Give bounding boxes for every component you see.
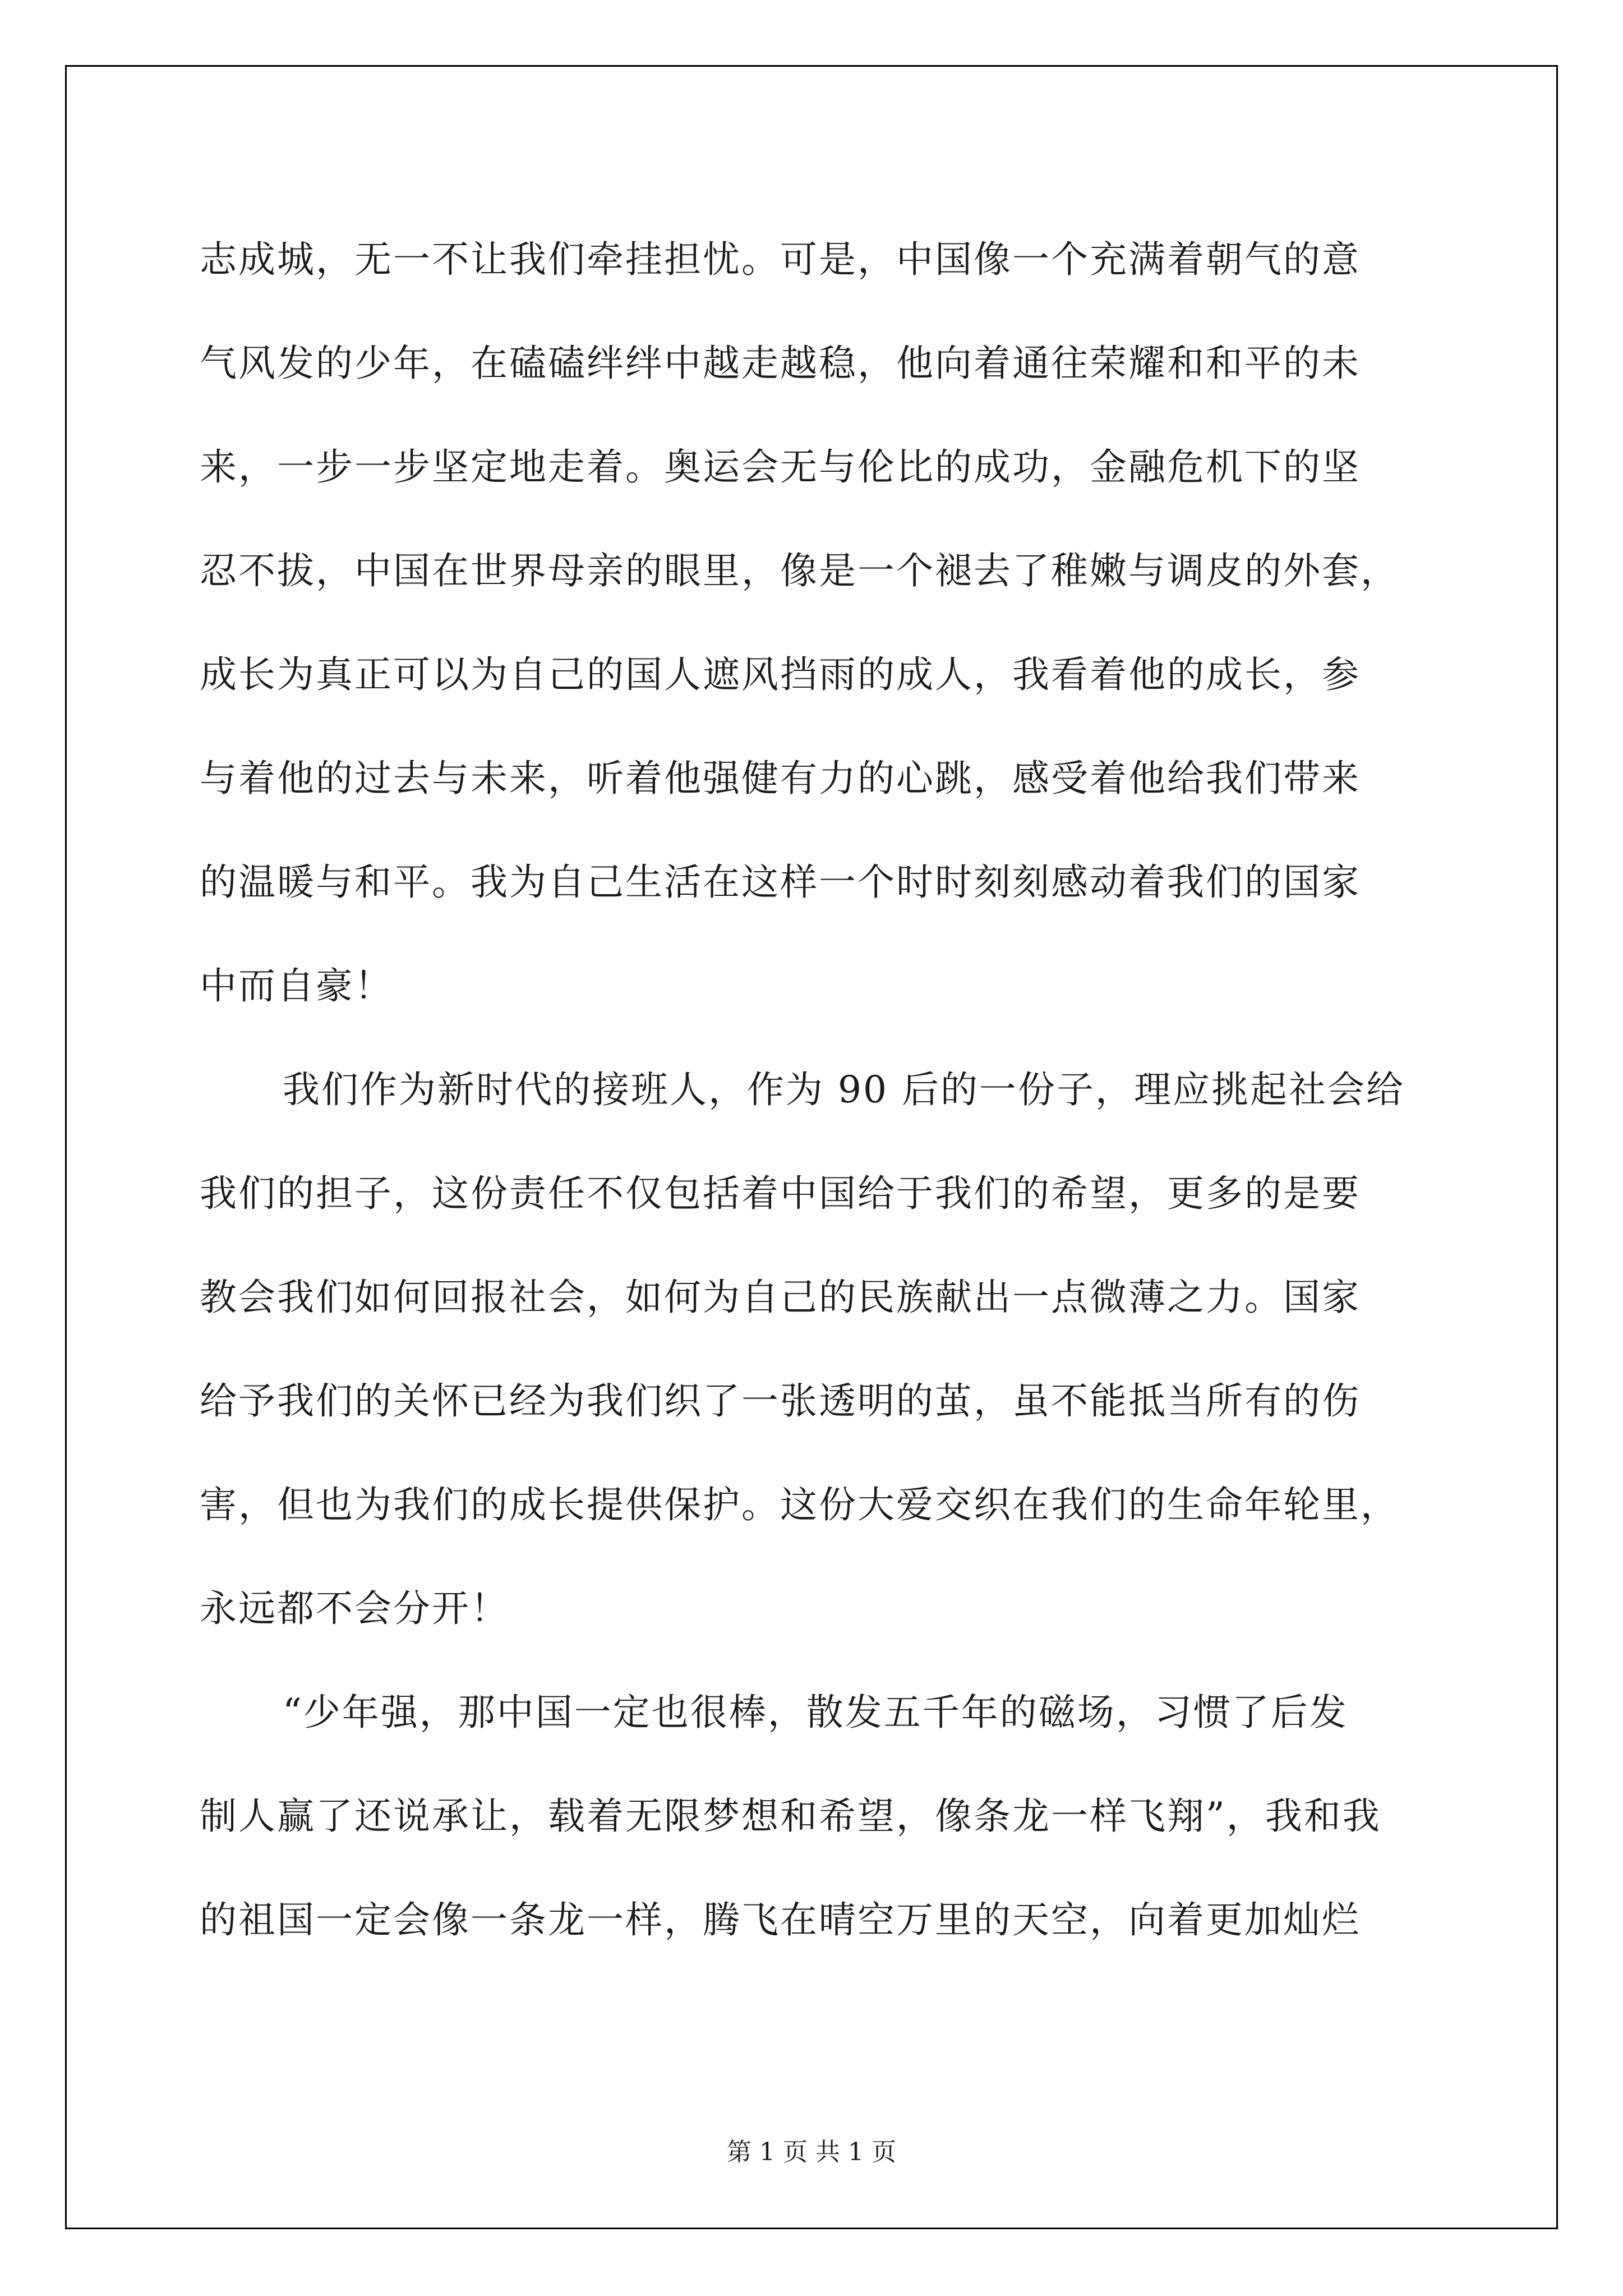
text-line: 志成城，无一不让我们牵挂担忧。可是，中国像一个充满着朝气的意 [200,238,1361,281]
text-line: 教会我们如何回报社会，如何为自己的民族献出一点微薄之力。国家 [200,1276,1361,1319]
text-line: 的温暖与和平。我为自己生活在这样一个时时刻刻感动着我们的国家 [200,861,1361,904]
page-footer [0,2132,1623,2168]
paragraph-3 [200,1660,1450,1972]
text-line: 忍不拔，中国在世界母亲的眼里，像是一个褪去了稚嫩与调皮的外套， [200,549,1399,592]
text-line: 我们作为新时代的接班人，作为 90 后的一份子，理应挑起社会给 [283,1068,1405,1111]
text-line: 成长为真正可以为自己的国人遮风挡雨的成人，我看着他的成长，参 [200,653,1361,696]
text-line: 给予我们的关怀已经为我们织了一张透明的茧，虽不能抵当所有的伤 [200,1379,1361,1423]
text-line: 我们的担子，这份责任不仅包括着中国给于我们的希望，更多的是要 [200,1172,1361,1215]
text-line: 与着他的过去与未来，听着他强健有力的心跳，感受着他给我们带来 [200,757,1361,800]
text-line: 害，但也为我们的成长提供保护。这份大爱交织在我们的生命年轮里， [200,1483,1399,1526]
text-line: 永远都不会分开！ [200,1587,509,1630]
document-body [200,208,1450,1972]
page-number: 第 1 页 共 1 页 [727,2138,896,2166]
text-line: 气风发的少年，在磕磕绊绊中越走越稳，他向着通往荣耀和和平的未 [200,342,1361,385]
text-line: “少年强，那中国一定也很棒，散发五千年的磁场，习惯了后发 [283,1691,1348,1734]
text-line: 的祖国一定会像一条龙一样，腾飞在晴空万里的天空，向着更加灿烂 [200,1898,1361,1941]
paragraph-1 [200,208,1450,1038]
paragraph-2 [200,1038,1450,1660]
text-line: 制人赢了还说承让，载着无限梦想和希望，像条龙一样飞翔”，我和我 [200,1795,1381,1838]
text-line: 中而自豪！ [200,964,393,1007]
text-line: 来，一步一步坚定地走着。奥运会无与伦比的成功，金融危机下的坚 [200,445,1361,489]
